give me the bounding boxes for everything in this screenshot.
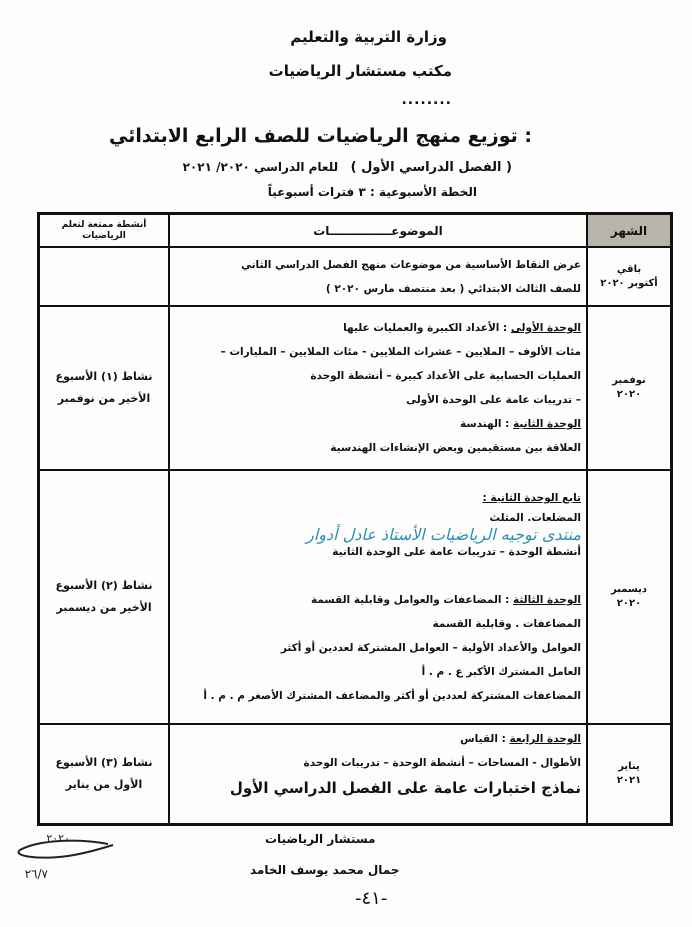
- activity-cell: [39, 247, 170, 306]
- ministry-name: وزارة التربية والتعليم: [290, 28, 447, 46]
- topic-line: العلاقة بين مستقيمين وبعض الإنشاءات الهندسية: [330, 442, 581, 454]
- signature-scribble-icon: [8, 828, 118, 888]
- unit-heading: [175, 316, 581, 340]
- weekly-plan: الخطة الأسبوعية : ٣ فترات أسبوعياً: [267, 185, 477, 199]
- topic-line: – تدريبات عامة على الوحدة الأولى: [406, 394, 581, 406]
- handwritten-signature: [8, 828, 118, 892]
- month-year: أكتوبر ٢٠٢٠: [600, 277, 658, 289]
- topic-line: العامل المشترك الأكبر ع . م . أ: [421, 666, 581, 678]
- svg-text:٢٠٢٠: ٢٠٢٠: [46, 832, 70, 845]
- unit-title: : الهندسة: [459, 418, 510, 430]
- unit-label: الوحدة الثانية: [513, 418, 581, 430]
- month-year: ٢٠٢١: [616, 774, 642, 786]
- term-label: ( الفصل الدراسي الأول ): [350, 160, 512, 175]
- unit-label: الوحدة الثالثة: [513, 594, 581, 606]
- unit-heading: [175, 412, 581, 436]
- topics-cell: [169, 247, 587, 306]
- month-year: ٢٠٢٠: [616, 389, 642, 400]
- table-row: [39, 247, 672, 306]
- topic-line: المضلعات. المثلث: [489, 512, 581, 524]
- month-cell: [587, 247, 672, 306]
- topics-cell: [169, 306, 587, 470]
- header-activities: أنشطة ممتعة لتعلم الرياضيات: [39, 214, 170, 248]
- exam-line: نماذج اختبارات عامة على الفصل الدراسي الأول: [229, 779, 581, 797]
- month-label: نوفمبر: [612, 375, 646, 386]
- month-cell: [587, 306, 672, 470]
- activity-cell: [39, 724, 170, 824]
- activity-line: نشاط (١) الأسبوع: [55, 370, 153, 383]
- document-title: : توزيع منهج الرياضيات للصف الرابع الابتدائي: [109, 125, 532, 147]
- academic-year: للعام الدراسي ٢٠٢٠/ ٢٠٢١: [182, 160, 339, 174]
- header-dots: ........: [401, 92, 452, 108]
- unit-title: : الأعداد الكبيرة والعمليات عليها: [343, 322, 508, 334]
- unit-title: : المضاعفات والعوامل وقابلية القسمة: [310, 594, 510, 606]
- topics-cell: [169, 724, 587, 824]
- topic-line: الأطوال - المساحات – أنشطة الوحدة – تدريبات الوحدة: [303, 757, 581, 769]
- table-row: [39, 470, 672, 724]
- topic-line: عرض النقاط الأساسية من موضوعات منهج الفصل الدراسي الثاني: [240, 258, 581, 271]
- activity-line: الأخير من ديسمبر: [56, 601, 152, 614]
- spacer: [175, 560, 581, 588]
- unit-heading: [175, 588, 581, 612]
- topic-line: العمليات الحسابية على الأعداد كبيرة – أنشطة الوحدة: [310, 370, 581, 382]
- topics-cell: [169, 470, 587, 724]
- page-number: -٤١-: [355, 888, 388, 909]
- unit-label: الوحدة الأولى: [510, 322, 581, 334]
- activity-line: الأخير من نوفمبر: [57, 392, 151, 405]
- table-row: [39, 724, 672, 824]
- watermark: منتدى توجيه الرياضيات الأستاذ عادل أدوار: [306, 525, 581, 544]
- topic-line: مئات الألوف – الملايين – عشرات الملايين - مئات الملايين – المليارات –: [220, 346, 581, 358]
- topic-line: المضاعفات المشتركة لعددين أو أكثر والمضاعف المشترك الأصغر م . م . أ: [203, 690, 581, 702]
- table-row: [39, 306, 672, 470]
- table-header-row: [39, 214, 672, 248]
- topic-line: العوامل والأعداد الأولية – العوامل المشتركة لعددين أو أكثر: [280, 642, 581, 654]
- semester-line: [183, 160, 512, 175]
- topic-line: للصف الثالث الابتدائي ( بعد منتصف مارس ٢٠٢٠ ): [325, 282, 581, 295]
- activity-cell: [39, 306, 170, 470]
- header-topics: الموضوعـــــــــــــــات: [169, 214, 587, 248]
- month-year: ٢٠٢٠: [616, 598, 642, 609]
- header-month: الشهر: [587, 214, 672, 248]
- unit-label: الوحدة الرابعة: [509, 733, 581, 745]
- signature-name: جمال محمد يوسف الخامد: [250, 863, 400, 877]
- signature-role: مستشار الرياضيات: [265, 832, 376, 846]
- month-cell: [587, 724, 672, 824]
- activity-line: نشاط (٣) الأسبوع: [55, 755, 153, 769]
- activity-line: الأول من يناير: [65, 777, 143, 791]
- month-label: يناير: [618, 760, 640, 772]
- month-label: باقي: [616, 263, 642, 275]
- activity-cell: [39, 470, 170, 724]
- svg-text:٢٦/٧: ٢٦/٧: [24, 867, 48, 881]
- unit-heading: تابع الوحدة الثانية :: [482, 492, 581, 504]
- activity-line: نشاط (٢) الأسبوع: [55, 579, 153, 592]
- office-name: مكتب مستشار الرياضيات: [268, 62, 452, 80]
- curriculum-table: [37, 212, 673, 826]
- unit-title: : القياس: [460, 733, 506, 745]
- topic-line: أنشطة الوحدة – تدريبات عامة على الوحدة الثانية: [332, 546, 581, 558]
- month-cell: [587, 470, 672, 724]
- unit-heading: [175, 727, 581, 751]
- topic-line: المضاعفات . وقابلية القسمة: [432, 618, 581, 630]
- month-label: ديسمبر: [610, 584, 648, 595]
